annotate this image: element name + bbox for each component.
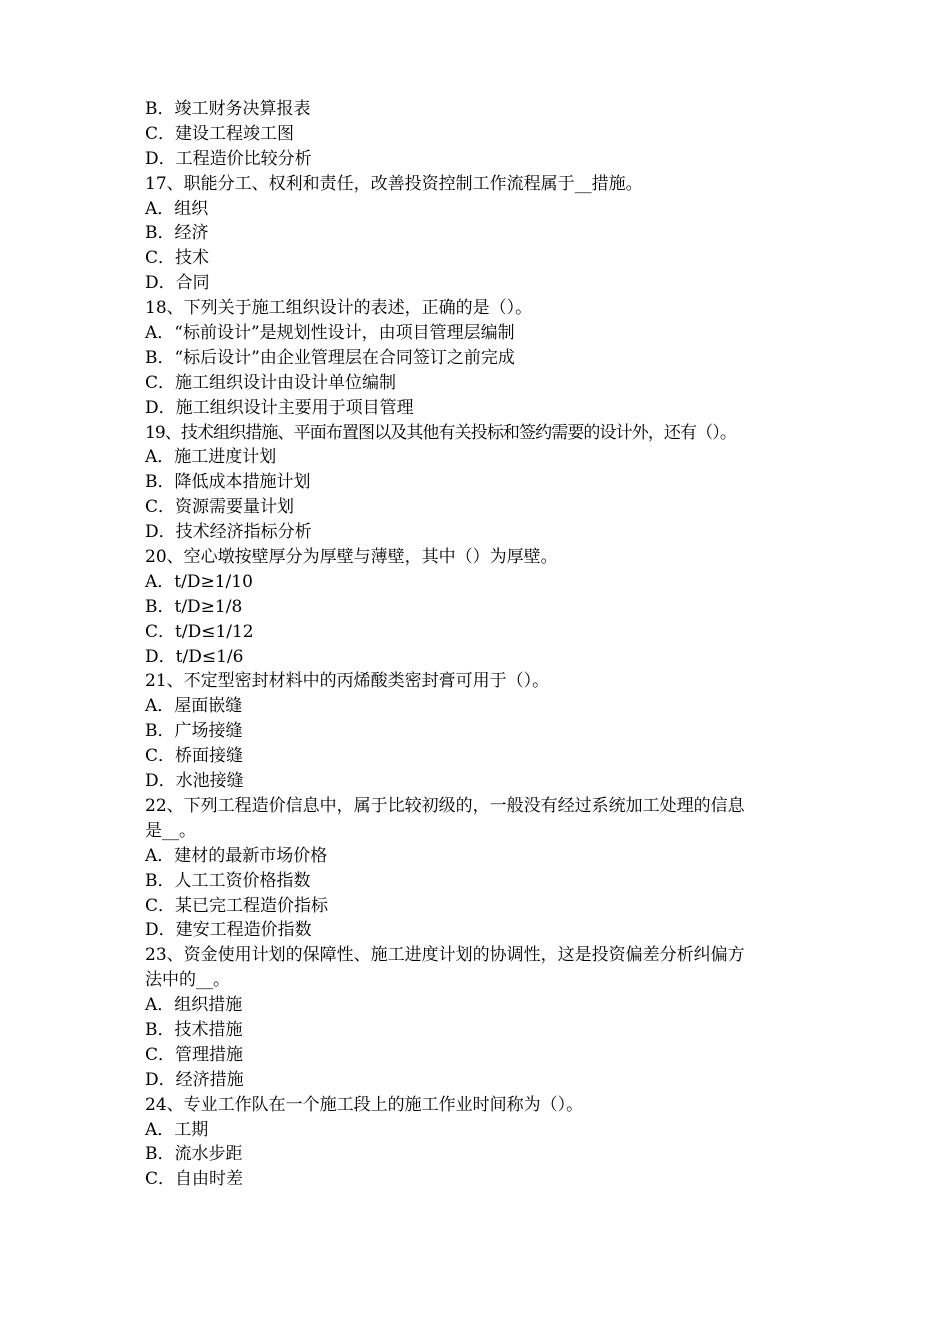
- option-line: D．t/D≤1/6: [145, 646, 244, 667]
- option-line: B．竣工财务决算报表: [145, 99, 311, 119]
- option-line: A．t/D≥1/10: [145, 571, 253, 592]
- option-line: B．技术措施: [145, 1019, 243, 1040]
- question-22-continued: 是__。: [145, 820, 196, 841]
- option-line: A．施工进度计划: [145, 447, 277, 468]
- option-line: C．技术: [145, 248, 210, 269]
- option-line: A．建材的最新市场价格: [145, 845, 328, 866]
- question-21: 21、不定型密封材料中的丙烯酸类密封膏可用于（）。: [145, 671, 550, 692]
- option-line: B．人工工资价格指数: [145, 870, 311, 891]
- option-line: C．资源需要量计划: [145, 497, 295, 518]
- option-line: B．“标后设计”由企业管理层在合同签订之前完成: [145, 347, 515, 368]
- option-line: A．组织措施: [145, 995, 243, 1016]
- option-line: C．建设工程竣工图: [145, 123, 295, 144]
- question-20: 20、空心墩按壁厚分为厚壁与薄壁，其中（）为厚壁。: [145, 547, 558, 568]
- option-line: D．合同: [145, 273, 210, 294]
- option-line: D．技术经济指标分析: [145, 522, 312, 543]
- question-19: 19、技术组织措施、平面布置图以及其他有关投标和签约需要的设计外，还有（）。: [145, 422, 736, 443]
- option-line: D．经济措施: [145, 1069, 244, 1090]
- question-23-continued: 法中的__。: [145, 970, 230, 991]
- option-line: A．屋面嵌缝: [145, 696, 243, 717]
- option-line: C．施工组织设计由设计单位编制: [145, 372, 397, 393]
- question-24: 24、专业工作队在一个施工段上的施工作业时间称为（）。: [145, 1094, 584, 1115]
- option-line: C．t/D≤1/12: [145, 621, 254, 642]
- option-line: D．施工组织设计主要用于项目管理: [145, 397, 414, 418]
- option-line: B．流水步距: [145, 1144, 243, 1165]
- option-line: D．工程造价比较分析: [145, 148, 312, 169]
- question-22: 22、下列工程造价信息中，属于比较初级的，一般没有经过系统加工处理的信息: [145, 795, 745, 816]
- option-line: C．自由时差: [145, 1169, 244, 1190]
- option-line: B．t/D≥1/8: [145, 596, 243, 617]
- option-line: A．组织: [145, 198, 209, 219]
- question-18: 18、下列关于施工组织设计的表述，正确的是（）。: [145, 298, 533, 319]
- option-line: C．某已完工程造价指标: [145, 895, 329, 916]
- question-23: 23、资金使用计划的保障性、施工进度计划的协调性，这是投资偏差分析纠偏方: [145, 945, 745, 966]
- option-line: B．降低成本措施计划: [145, 472, 311, 493]
- option-line: D．水池接缝: [145, 771, 244, 792]
- question-17: 17、职能分工、权利和责任，改善投资控制工作流程属于__措施。: [145, 173, 643, 194]
- option-line: C．管理措施: [145, 1044, 244, 1065]
- option-line: D．建安工程造价指数: [145, 920, 312, 941]
- option-line: B．经济: [145, 223, 209, 244]
- option-line: B．广场接缝: [145, 721, 243, 742]
- option-line: A．工期: [145, 1119, 209, 1140]
- option-line: A．“标前设计”是规划性设计，由项目管理层编制: [145, 323, 515, 344]
- option-line: C．桥面接缝: [145, 746, 244, 767]
- document-page: [145, 97, 810, 1192]
